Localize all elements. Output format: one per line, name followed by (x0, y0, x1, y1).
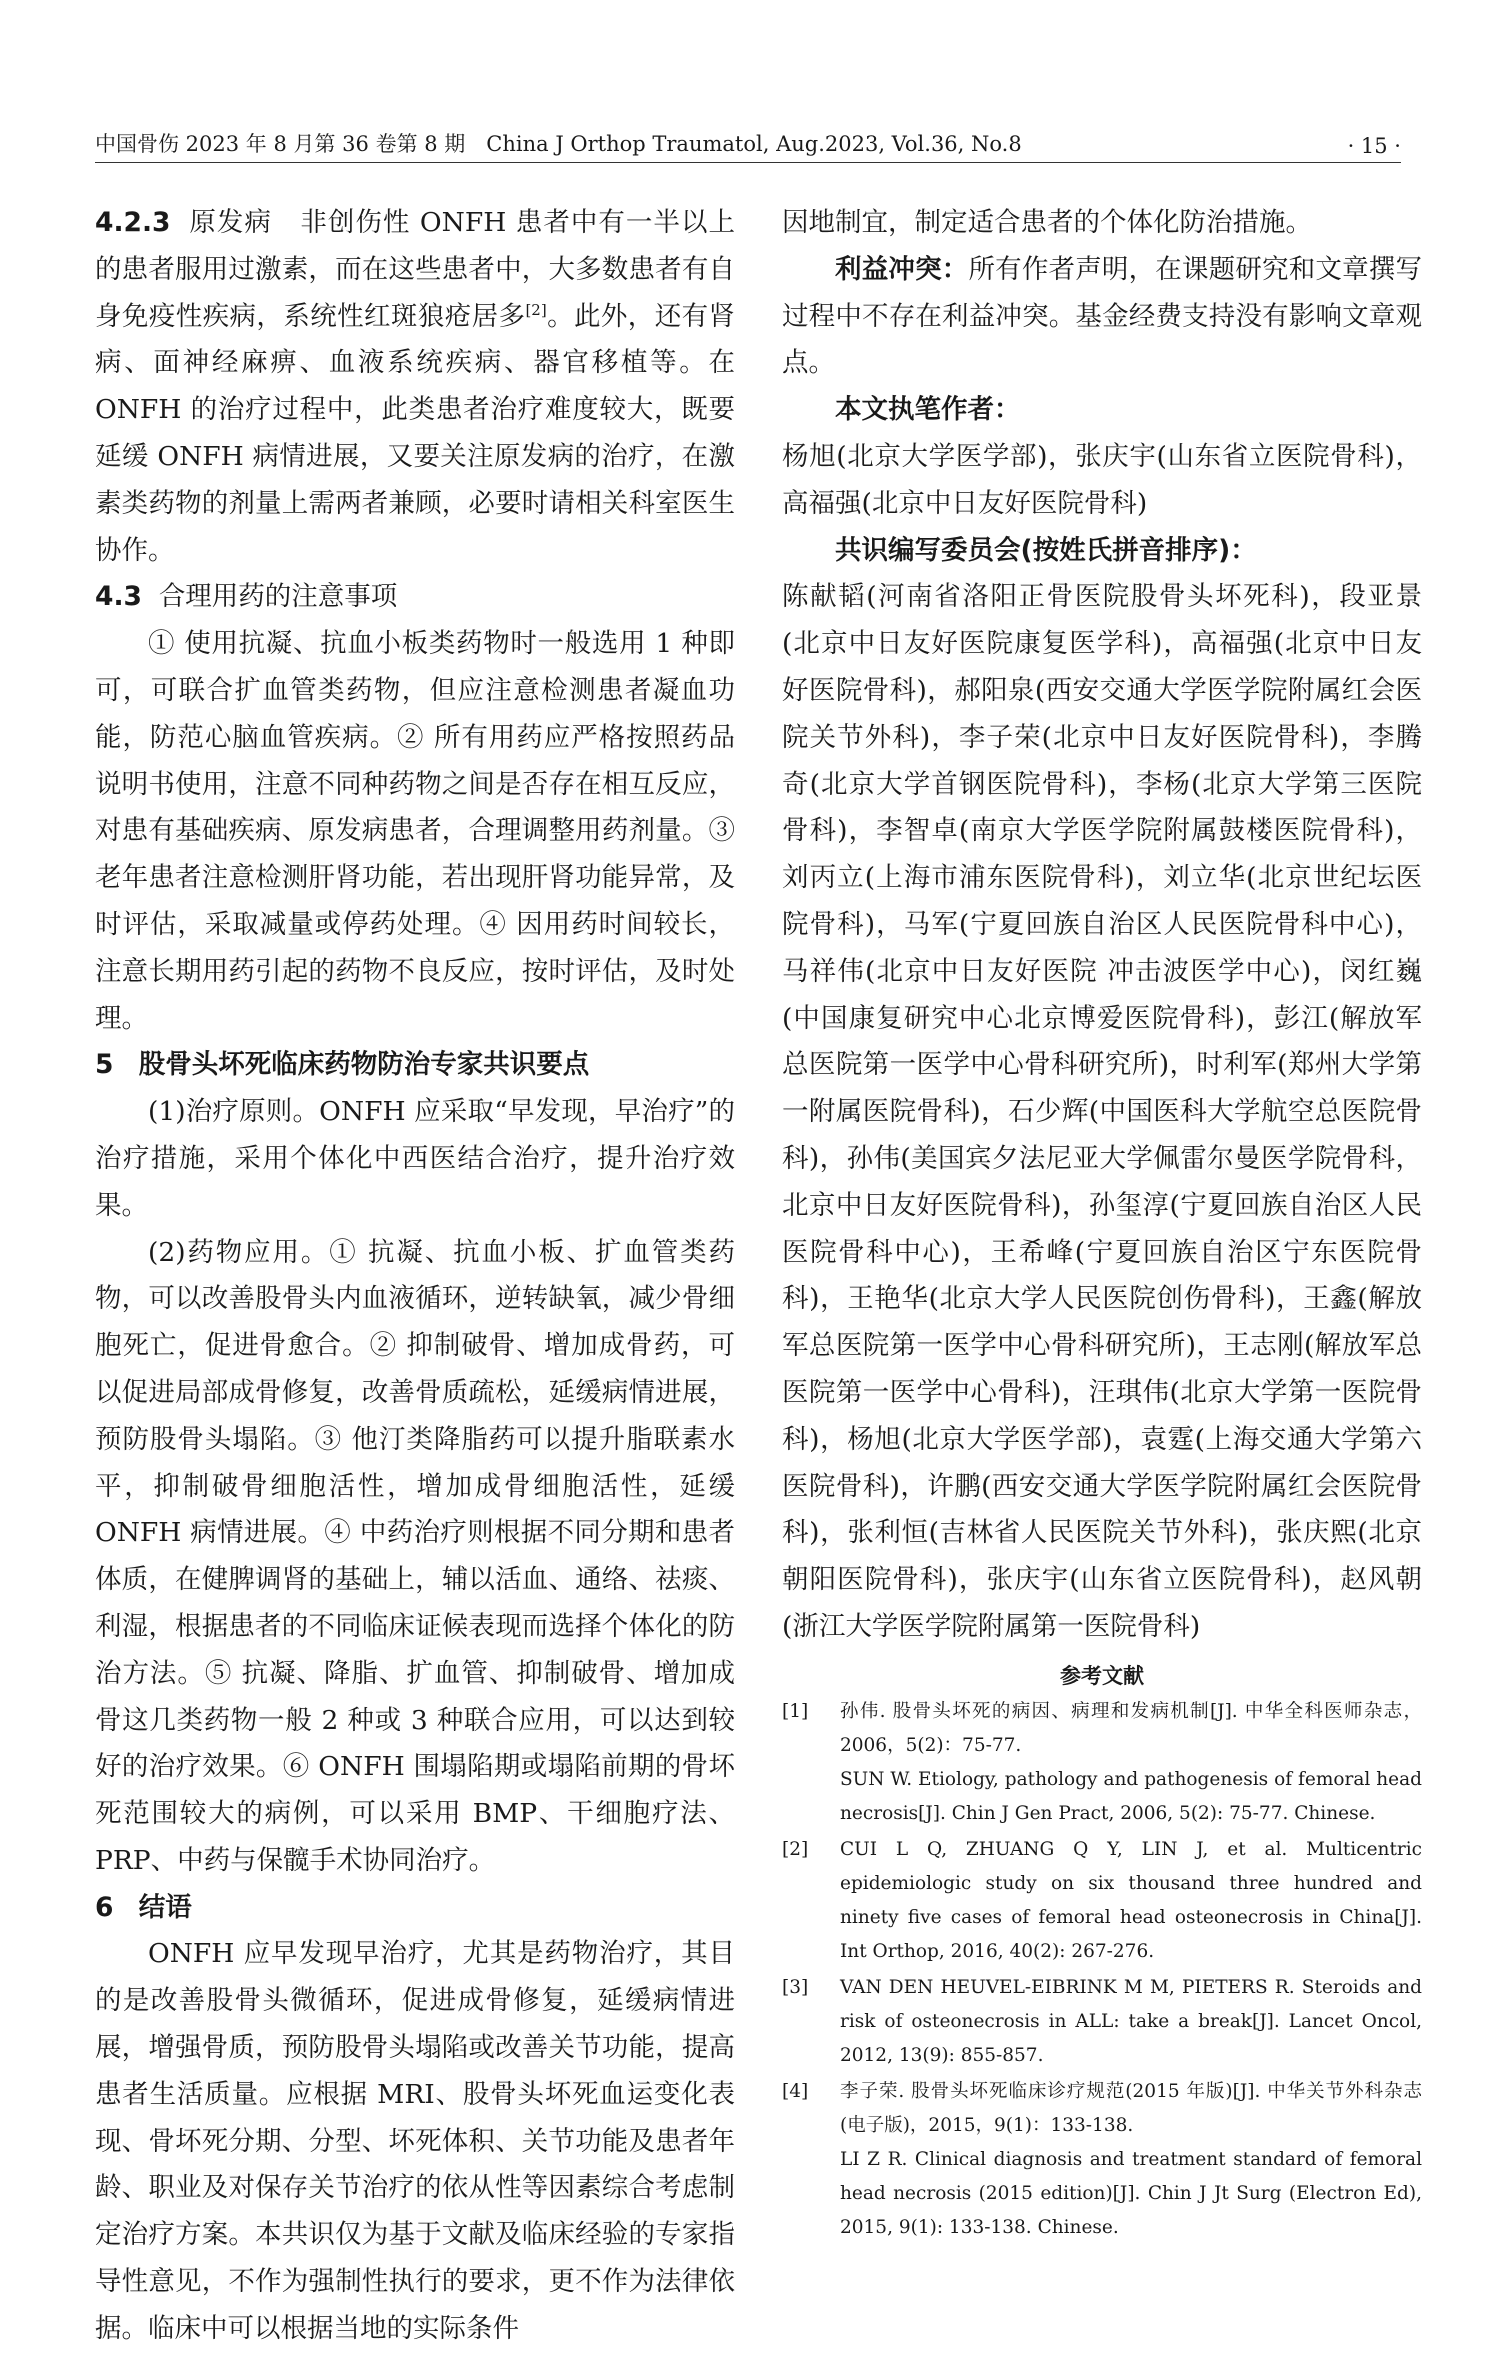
section-number: 4.3 (95, 581, 142, 613)
left-column (95, 200, 735, 2353)
paragraph-4-3: ① 使用抗凝、抗血小板类药物时一般选用 1 种即可，可联合扩血管类药物，但应注意检测患者凝血功能，防范心脑血管疾病。② 所有用药应严格按照药品说明书使用，注意不同种药物之间是否存在相互反应，对患有基础疾病、原发病患者，合理调整用药剂量。③ 老年患者注意检测肝肾功能，若出现肝肾功能异常，及时评估，采取减量或停药处理。④ 因用药时间较长，注意长期用药引起的药物不良反应，按时评估，及时处理。 (95, 628, 735, 1034)
reference-item (782, 1971, 1422, 2073)
reference-number: [4] (782, 2080, 809, 2102)
reference-en: SUN W. Etiology, pathology and pathogenesis of femoral head necrosis[J]. Chin J Gen Pract, 2006, 5(2): 75-77. Chinese. (840, 1768, 1422, 1824)
running-header (95, 118, 1401, 158)
reference-en: CUI L Q, ZHUANG Q Y, LIN J, et al. Multicentric epidemiologic study on six thousand three hundred and ninety five cases of femoral head osteonecrosis in China[J]. Int Orthop, 2016, 40(2): 267-276. (840, 1838, 1422, 1962)
conflict-of-interest (782, 247, 1422, 387)
section-title: 合理用药的注意事项 (158, 581, 398, 613)
paragraph-text: 。此外，还有肾病、面神经麻痹、血液系统疾病、器官移植等。在 ONFH 的治疗过程中，此类患者治疗难度较大，既要延缓 ONFH 病情进展，又要关注原发病的治疗，在激素类药物的剂量上需两者兼顾，必要时请相关科室医生协作。 (95, 300, 736, 566)
section-number: 6 (95, 1891, 114, 1923)
reference-en: VAN DEN HEUVEL-EIBRINK M M, PIETERS R. Steroids and risk of osteonecrosis in ALL: take a break[J]. Lancet Oncol, 2012, 13(9): 855-857. (840, 1976, 1422, 2066)
coi-text: 所有作者声明，在课题研究和文章撰写过程中不存在利益冲突。基金经费支持没有影响文章观点。 (782, 253, 1423, 379)
reference-cn: 孙伟. 股骨头坏死的病因、病理和发病机制[J]. 中华全科医师杂志，2006，5(2)：75-77. (840, 1700, 1422, 1756)
paragraph-continuation: 因地制宜，制定适合患者的个体化防治措施。 (782, 207, 1312, 238)
writers-text: 杨旭(北京大学医学部)，张庆宇(山东省立医院骨科)，高福强(北京中日友好医院骨科) (782, 440, 1422, 519)
citation-link[interactable]: [2] (525, 300, 547, 319)
reference-cn: 李子荣. 股骨头坏死临床诊疗规范(2015 年版)[J]. 中华关节外科杂志(电子版)，2015，9(1)：133-138. (840, 2080, 1422, 2136)
committee-text: 陈献韬(河南省洛阳正骨医院股骨头坏死科)，段亚景(北京中日友好医院康复医学科)，高福强(北京中日友好医院骨科)，郝阳泉(西安交通大学医学院附属红会医院关节外科)，李子荣(北京中日友好医院骨科)，李腾奇(北京大学首钢医院骨科)，李杨(北京大学第三医院骨科)，李智卓(南京大学医学院附属鼓楼医院骨科)，刘丙立(上海市浦东医院骨科)，刘立华(北京世纪坛医院骨科)，马军(宁夏回族自治区人民医院骨科中心)，马祥伟(北京中日友好医院 冲击波医学中心)，闵红巍(中国康复研究中心北京博爱医院骨科)，彭江(解放军总医院第一医学中心骨科研究所)，时利军(郑州大学第一附属医院骨科)，石少辉(中国医科大学航空总医院骨科)，孙伟(美国宾夕法尼亚大学佩雷尔曼医学院骨科，北京中日友好医院骨科)，孙玺淳(宁夏回族自治区人民医院骨科中心)，王希峰(宁夏回族自治区宁东医院骨科)，王艳华(北京大学人民医院创伤骨科)，王鑫(解放军总医院第一医学中心骨科研究所)，王志刚(解放军总医院第一医学中心骨科)，汪琪伟(北京大学第一医院骨科)，杨旭(北京大学医学部)，袁霆(上海交通大学第六医院骨科)，许鹏(西安交通大学医学院附属红会医院骨科)，张利恒(吉林省人民医院关节外科)，张庆熙(北京朝阳医院骨科)，张庆宇(山东省立医院骨科)，赵风朝(浙江大学医学院附属第一医院骨科) (782, 581, 1422, 1642)
section-4-2-3 (95, 200, 735, 574)
committee-label: 共识编写委员会(按姓氏拼音排序)： (835, 534, 1257, 566)
section-number: 4.2.3 (95, 207, 171, 238)
reference-en: LI Z R. Clinical diagnosis and treatment standard of femoral head necrosis (2015 edition)[J]. Chin J Jt Surg (Electron Ed), 2015, 9(1): 133-138. Chinese. (840, 2148, 1422, 2238)
section-5-heading (95, 1042, 735, 1089)
writers-label: 本文执笔作者： (835, 394, 1021, 426)
section-number: 5 (95, 1049, 114, 1081)
reference-number: [1] (782, 1700, 809, 1722)
header-rule (95, 162, 1401, 163)
journal-citation: 中国骨伤 2023 年 8 月第 36 卷第 8 期 China J Orthop Traumatol, Aug.2023, Vol.36, No.8 (95, 132, 1022, 156)
reference-number: [3] (782, 1976, 809, 1998)
reference-item (782, 2075, 1422, 2245)
section-4-3-heading (95, 574, 735, 621)
section-6-heading (95, 1885, 735, 1932)
section-title: 原发病 (189, 207, 272, 238)
references-title: 参考文献 (1060, 1663, 1144, 1688)
references-list (782, 1695, 1422, 2245)
paragraph-5-1: (1)治疗原则。ONFH 应采取“早发现，早治疗”的治疗措施，采用个体化中西医结合治疗，提升治疗效果。 (95, 1096, 735, 1221)
paragraph-5-2: (2)药物应用。① 抗凝、抗血小板、扩血管类药物，可以改善股骨头内血液循环，逆转缺氧，减少骨细胞死亡，促进骨愈合。② 抑制破骨、增加成骨药，可以促进局部成骨修复，改善骨质疏松，延缓病情进展，预防股骨头塌陷。③ 他汀类降脂药可以提升脂联素水平，抑制破骨细胞活性，增加成骨细胞活性，延缓 ONFH 病情进展。④ 中药治疗则根据不同分期和患者体质，在健脾调肾的基础上，辅以活血、通络、祛痰、利湿，根据患者的不同临床证候表现而选择个体化的防治方法。⑤ 抗凝、降脂、扩血管、抑制破骨、增加成骨这几类药物一般 2 种或 3 种联合应用，可以达到较好的治疗效果。⑥ ONFH 围塌陷期或塌陷前期的骨坏死范围较大的病例，可以采用 BMP、干细胞疗法、PRP、中药与保髋手术协同治疗。 (95, 1236, 735, 1876)
coi-label: 利益冲突： (835, 253, 969, 285)
reference-item (782, 1695, 1422, 1831)
page-number: · 15 · (1347, 134, 1401, 158)
paragraph-6: ONFH 应早发现早治疗，尤其是药物治疗，其目的是改善股骨头微循环，促进成骨修复，延缓病情进展，增强骨质，预防股骨头塌陷或改善关节功能，提高患者生活质量。应根据 MRI、股骨头坏死血运变化表现、骨坏死分期、分型、坏死体积、关节功能及患者年龄、职业及对保存关节治疗的依从性等因素综合考虑制定治疗方案。本共识仅为基于文献及临床经验的专家指导性意见，不作为强制性执行的要求，更不作为法律依据。临床中可以根据当地的实际条件 (95, 1938, 735, 2344)
reference-item (782, 1833, 1422, 1969)
section-title: 股骨头坏死临床药物防治专家共识要点 (138, 1049, 590, 1081)
reference-number: [2] (782, 1838, 809, 1860)
paragraph-text: 非创伤性 ONFH 患者中有一半以上的患者服用过激素，而在这些患者中，大多数患者有自身免疫性疾病，系统性红斑狼疮居多 (95, 207, 735, 332)
section-title: 结语 (138, 1891, 192, 1923)
right-column (782, 200, 1422, 2247)
